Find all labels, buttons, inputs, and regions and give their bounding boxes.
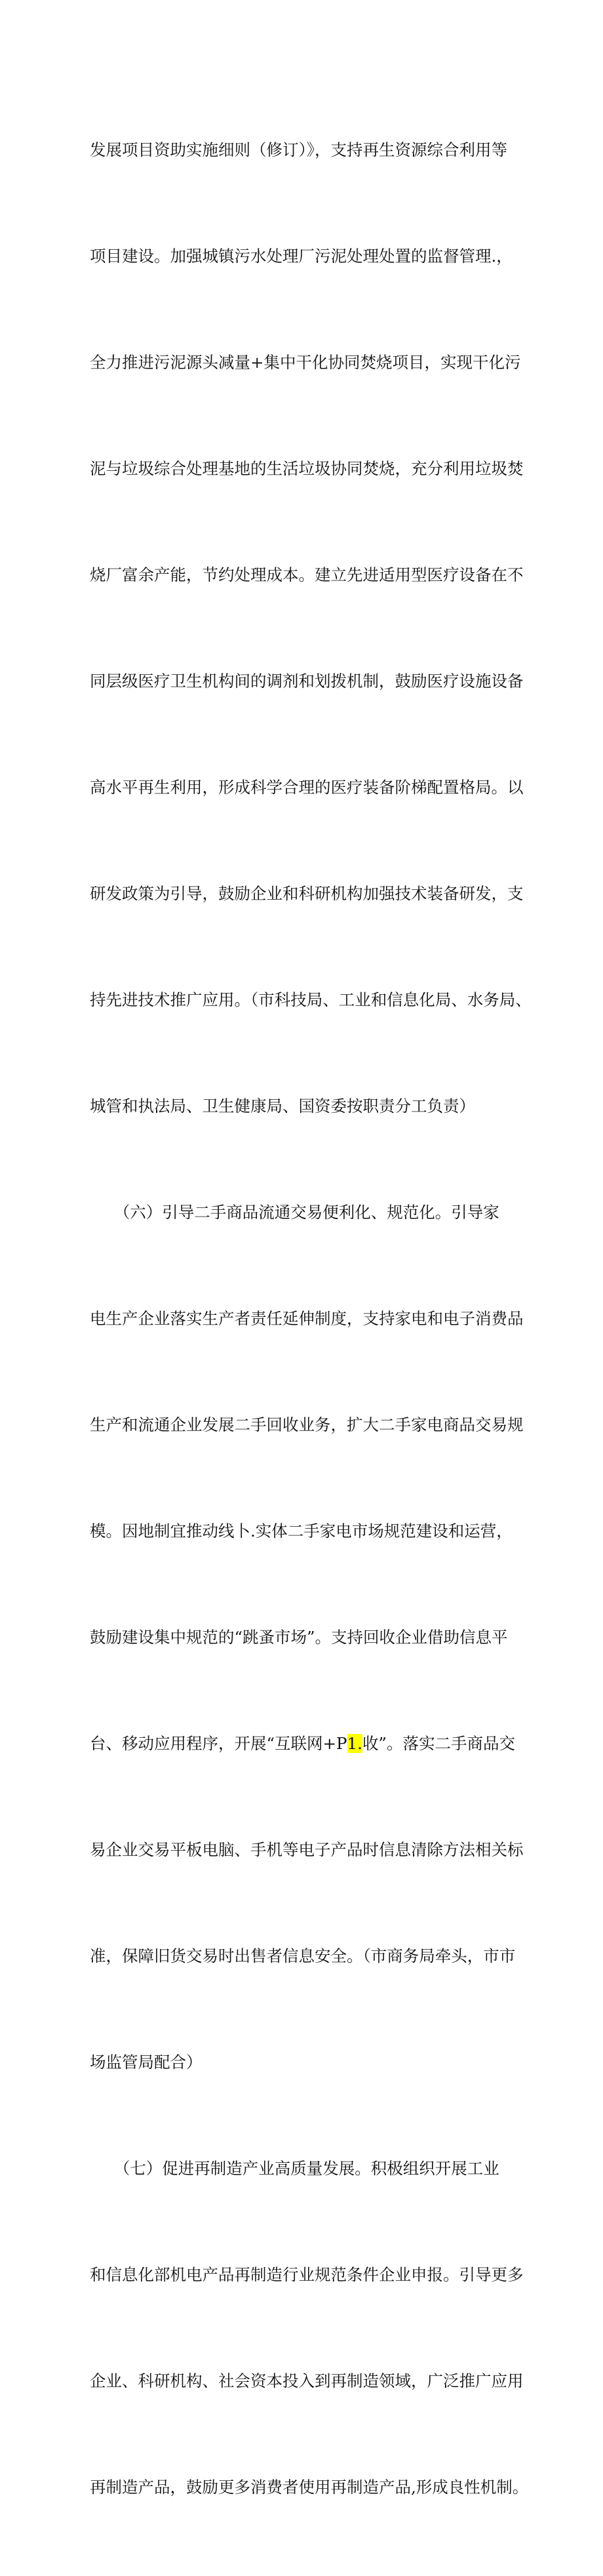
- text-segment: 台、移动应用程序，开展“互联网+P: [90, 1734, 347, 1753]
- text-line: 鼓励建设集中规范的“跳蚤市场”。支持回收企业借助信息平: [90, 1628, 508, 1647]
- text-line: 泥与垃圾综合处理基地的生活垃圾协同焚烧，充分利用垃圾焚: [90, 459, 524, 478]
- text-line: 持先进技术推广应用。（市科技局、工业和信息化局、水务局、: [90, 990, 532, 1009]
- text-line: 再制造产品，鼓励更多消费者使用再制造产品,形成良性机制。: [90, 2478, 529, 2497]
- document-body: [90, 62, 532, 2576]
- text-line: 全力推进污泥源头减量+集中干化协同焚烧项目，实现干化污: [90, 353, 521, 372]
- text-line: 企业、科研机构、社会资本投入到再制造领域，广泛推广应用: [90, 2371, 524, 2390]
- text-line: 研发政策为引导，鼓励企业和科研机构加强技术装备研发，支: [90, 884, 524, 903]
- text-line: 城管和执法局、卫生健康局、国资委按职责分工负责）: [90, 1097, 475, 1116]
- highlighted-text: 1.: [347, 1734, 362, 1753]
- text-line: 和信息化部机电产品再制造行业规范条件企业申报。引导更多: [90, 2265, 524, 2284]
- text-line: 模。因地制宜推动线卜.实体二手家电市场规范建设和运营，: [90, 1521, 513, 1540]
- text-line: 同层级医疗卫生机构间的调剂和划拨机制，鼓励医疗设施设备: [90, 672, 524, 691]
- text-line: 易企业交易平板电脑、手机等电子产品时信息清除方法相关标: [90, 1840, 524, 1859]
- paragraph-six-first-line: （六）引导二手商品流通交易便利化、规范化。引导家: [90, 1203, 499, 1222]
- text-line: 高水平再生利用，形成科学合理的医疗装备阶梯配置格局。以: [90, 778, 524, 797]
- text-line: 准，保障旧货交易时出售者信息安全。（市商务局牵头，市市: [90, 1946, 516, 1965]
- paragraph-seven-first-line: （七）促进再制造产业高质量发展。积极组织开展工业: [90, 2159, 499, 2178]
- text-segment: 收”。落实二手商品交: [362, 1734, 515, 1753]
- text-line: 项目建设。加强城镇污水处理厂污泥处理处置的监督管理.，: [90, 247, 513, 266]
- text-line: 发展项目资助实施细则（修订）》，支持再生资源综合利用等: [90, 140, 507, 159]
- text-line: 烧厂富余产能，节约处理成本。建立先进适用型医疗设备在不: [90, 565, 524, 584]
- text-line: 场监管局配合）: [90, 2053, 203, 2072]
- text-line: 生产和流通企业发展二手回收业务，扩大二手家电商品交易规: [90, 1415, 524, 1434]
- text-line: 电生产企业落实生产者责任延伸制度，支持家电和电子消费品: [90, 1309, 524, 1328]
- text-line-with-highlight: [90, 1726, 532, 1761]
